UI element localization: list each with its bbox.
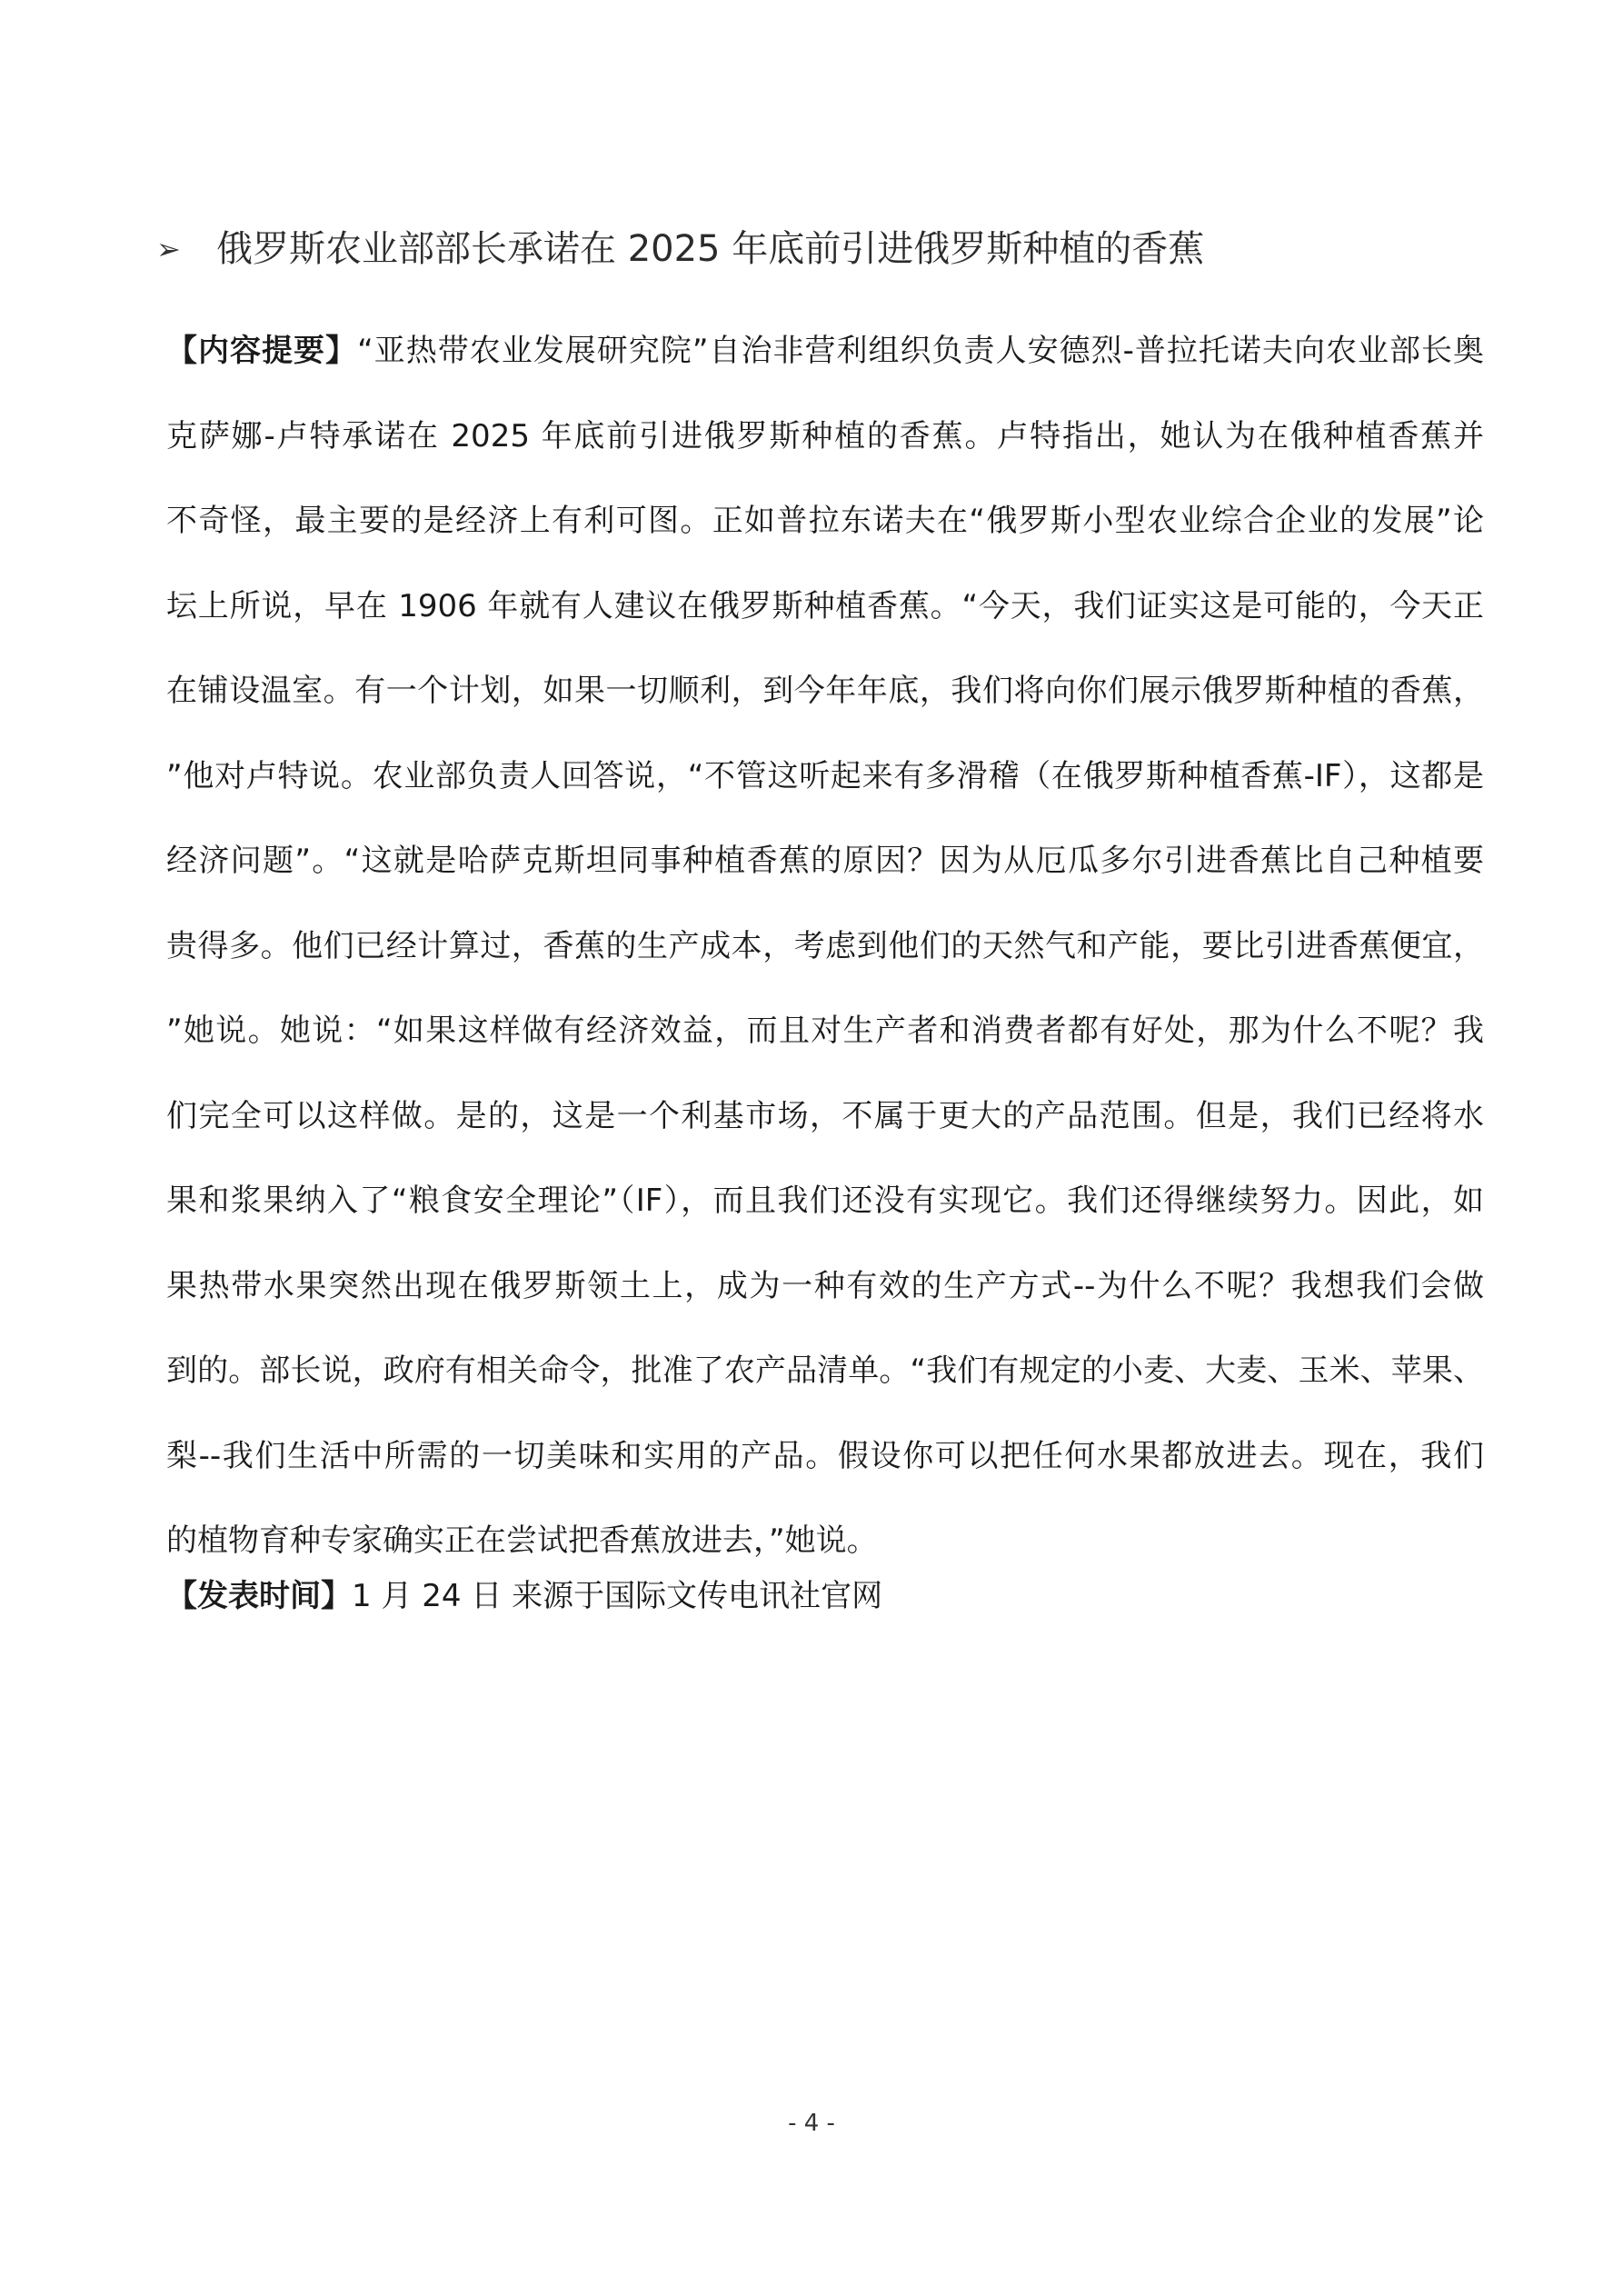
body-line: 梨--我们生活中所需的一切美味和实用的产品。假设你可以把任何水果都放进去。现在，我们 <box>166 1437 1484 1474</box>
body-line: 的植物育种专家确实正在尝试把香蕉放进去，”她说。 <box>166 1522 878 1559</box>
publish-text: 1 月 24 日 来源于国际文传电讯社官网 <box>352 1578 883 1614</box>
body-line: 果热带水果突然出现在俄罗斯领土上，成为一种有效的生产方式--为什么不呢？我想我们会做 <box>166 1267 1484 1304</box>
article-body <box>166 309 1484 1584</box>
body-line: 克萨娜-卢特承诺在 2025 年底前引进俄罗斯种植的香蕉。卢特指出，她认为在俄种植香蕉并 <box>166 417 1484 454</box>
body-line: ”他对卢特说。农业部负责人回答说，“不管这听起来有多滑稽（在俄罗斯种植香蕉-IF），这都是 <box>166 757 1484 794</box>
body-line: 到的。部长说，政府有相关命令，批准了农产品清单。“我们有规定的小麦、大麦、玉米、苹果、 <box>166 1353 1484 1389</box>
body-line: 在铺设温室。有一个计划，如果一切顺利，到今年年底，我们将向你们展示俄罗斯种植的香蕉， <box>166 673 1484 709</box>
publish-info <box>166 1569 882 1623</box>
article-title: 俄罗斯农业部部长承诺在 2025 年底前引进俄罗斯种植的香蕉 <box>216 228 1205 270</box>
body-line: 经济问题”。“这就是哈萨克斯坦同事种植香蕉的原因？因为从厄瓜多尔引进香蕉比自己种植要 <box>166 843 1484 879</box>
body-line-text: “亚热带农业发展研究院”自治非营利组织负责人安德烈-普拉托诺夫向农业部长奥 <box>357 333 1485 369</box>
arrow-bullet-icon: ➢ <box>156 232 181 266</box>
body-line: 不奇怪，最主要的是经济上有利可图。正如普拉东诺夫在“俄罗斯小型农业综合企业的发展”论 <box>166 503 1484 539</box>
body-line: 果和浆果纳入了“粮食安全理论”（IF），而且我们还没有实现它。我们还得继续努力。因此，如 <box>166 1183 1484 1219</box>
body-line: 贵得多。他们已经计算过，香蕉的生产成本，考虑到他们的天然气和产能，要比引进香蕉便宜， <box>166 927 1484 964</box>
page-number: - 4 - <box>788 2110 835 2137</box>
article-heading <box>156 222 1474 276</box>
publish-label: 【发表时间】 <box>166 1578 352 1614</box>
summary-label: 【内容提要】 <box>166 333 358 369</box>
body-line <box>166 309 1484 394</box>
body-line: ”她说。她说：“如果这样做有经济效益，而且对生产者和消费者都有好处，那为什么不呢？我 <box>166 1013 1484 1049</box>
body-line: 坛上所说，早在 1906 年就有人建议在俄罗斯种植香蕉。“今天，我们证实这是可能的，今天正 <box>166 587 1484 624</box>
body-line: 们完全可以这样做。是的，这是一个利基市场，不属于更大的产品范围。但是，我们已经将水 <box>166 1097 1484 1134</box>
